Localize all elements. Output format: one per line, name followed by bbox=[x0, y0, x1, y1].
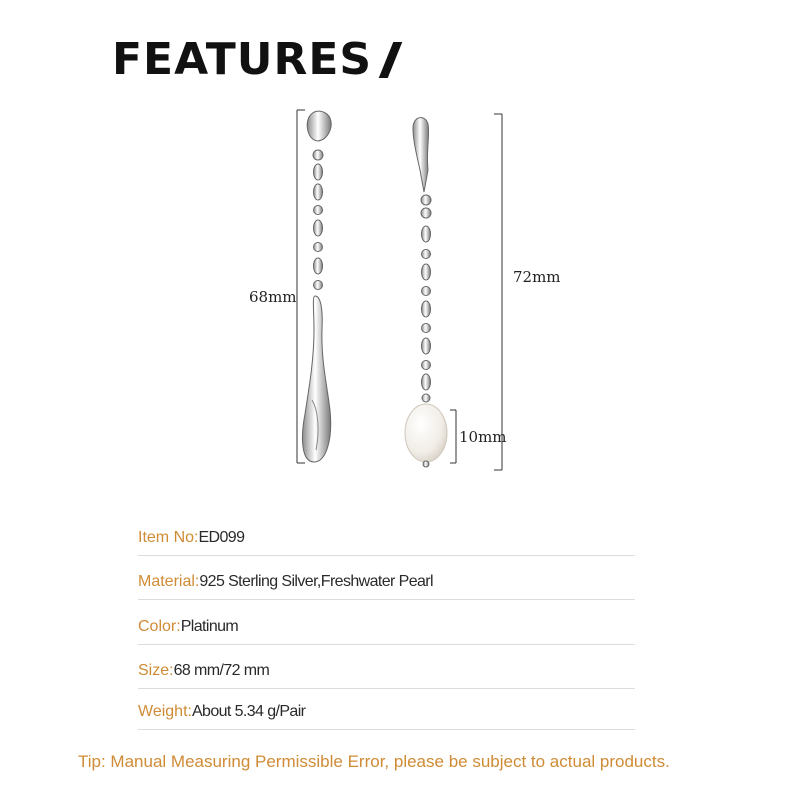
spec-label: Item No: bbox=[138, 529, 199, 546]
left-earring bbox=[302, 111, 331, 462]
spec-row-material bbox=[138, 565, 635, 600]
spec-label: Size: bbox=[138, 662, 174, 679]
spec-value: Platinum bbox=[180, 618, 239, 635]
measurement-tip: Tip: Manual Measuring Permissible Error, please be subject to actual products. bbox=[78, 752, 670, 771]
pearl bbox=[405, 404, 447, 462]
spec-label: Material: bbox=[138, 573, 200, 590]
spec-label: Color: bbox=[138, 618, 181, 635]
spec-label: Weight: bbox=[138, 703, 192, 720]
spec-row-item-no bbox=[138, 521, 635, 556]
pearl-size-label: 10mm bbox=[459, 428, 507, 446]
spec-value: ED099 bbox=[198, 529, 245, 546]
spec-row-weight bbox=[138, 695, 635, 730]
spec-row-size bbox=[138, 654, 635, 689]
features-title: FEATURES bbox=[112, 34, 373, 85]
left-dimension-bracket bbox=[297, 110, 305, 463]
right-dimension-bracket bbox=[494, 114, 502, 470]
spec-value: 925 Sterling Silver,Freshwater Pearl bbox=[199, 573, 433, 590]
right-length-label: 72mm bbox=[513, 268, 561, 286]
pearl-dimension-bracket bbox=[450, 410, 456, 463]
spec-value: About 5.34 g/Pair bbox=[191, 703, 306, 720]
left-length-label: 68mm bbox=[249, 288, 297, 306]
right-earring bbox=[405, 118, 447, 467]
spec-value: 68 mm/72 mm bbox=[173, 662, 270, 679]
spec-row-color bbox=[138, 610, 635, 645]
